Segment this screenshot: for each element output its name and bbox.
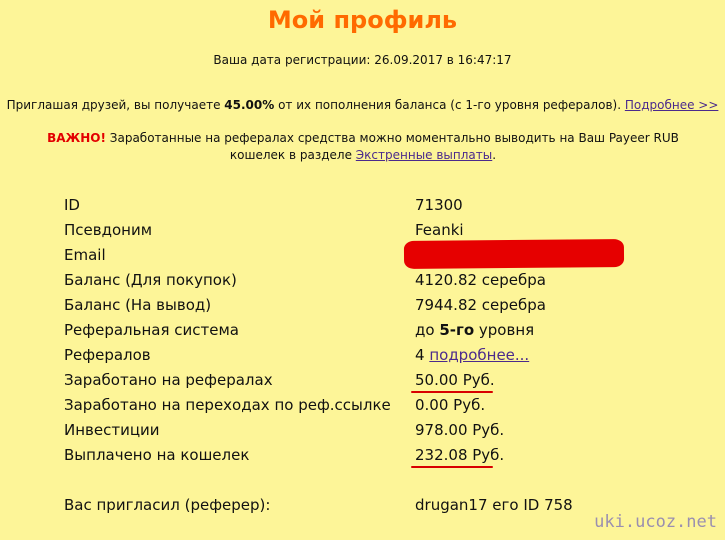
profile-row-balance-withdraw <box>64 293 684 318</box>
profile-row-earned-refs <box>64 368 684 393</box>
row-label: Рефералов <box>64 346 151 364</box>
registration-date: Ваша дата регистрации: 26.09.2017 в 16:47:17 <box>213 53 512 67</box>
profile-row-paid-out <box>64 443 684 468</box>
important-notice <box>18 130 708 164</box>
row-value: 71300 <box>415 196 463 214</box>
ref-level: 5-го <box>439 321 475 339</box>
row-label: Баланс (Для покупок) <box>64 271 237 289</box>
ref-suffix: уровня <box>474 321 535 339</box>
row-value: 7944.82 серебра <box>415 296 546 314</box>
profile-row-earned-clicks <box>64 393 684 418</box>
paid-out-underline-mark <box>411 466 493 468</box>
row-label: Email <box>64 246 106 264</box>
row-value: 50.00 Руб. <box>415 371 495 389</box>
important-label: ВАЖНО! <box>47 131 106 145</box>
invite-more-link[interactable]: Подробнее >> <box>624 98 719 112</box>
profile-row-balance-buy <box>64 268 684 293</box>
invite-text-before: Приглашая друзей, вы получаете <box>6 98 225 112</box>
row-label: Заработано на рефералах <box>64 371 273 389</box>
row-value: Feanki <box>415 221 464 239</box>
row-value: 4120.82 серебра <box>415 271 546 289</box>
row-value: 0.00 Руб. <box>415 396 486 414</box>
profile-row-id <box>64 193 684 218</box>
row-value: 232.08 Руб. <box>415 446 505 464</box>
site-watermark: uki.ucoz.net <box>594 512 717 532</box>
row-value: 978.00 Руб. <box>415 421 505 439</box>
invite-percent: 45.00% <box>224 98 275 112</box>
row-value <box>415 343 529 368</box>
important-suffix: . <box>492 148 497 162</box>
row-label: Вас пригласил (реферер): <box>64 496 271 514</box>
referrals-count: 4 <box>415 346 425 364</box>
profile-row-referrals <box>64 343 684 368</box>
row-label: Заработано на переходах по реф.ссылке <box>64 396 391 414</box>
profile-row-referrer <box>64 493 684 518</box>
row-label: ID <box>64 196 80 214</box>
row-label: Выплачено на кошелек <box>64 446 250 464</box>
email-redaction-mark <box>404 239 624 269</box>
ref-prefix: до <box>415 321 440 339</box>
row-value <box>415 318 534 343</box>
row-value: drugan17 его ID 758 <box>415 496 573 514</box>
emergency-payouts-link[interactable]: Экстренные выплаты <box>355 148 493 162</box>
profile-row-ref-system <box>64 318 684 343</box>
profile-row-investments <box>64 418 684 443</box>
referrals-details-link[interactable]: подробнее... <box>429 346 530 364</box>
page-title: Мой профиль <box>267 6 458 34</box>
important-text: Заработанные на рефералах средства можно моментально выводить на Ваш Payeer RUB кошелек в разделе <box>105 131 679 162</box>
invite-text-after: от их пополнения баланса (с 1-го уровня рефералов). <box>274 98 625 112</box>
row-label: Баланс (На вывод) <box>64 296 212 314</box>
row-label: Псевдоним <box>64 221 153 239</box>
row-label: Реферальная система <box>64 321 239 339</box>
row-label: Инвестиции <box>64 421 160 439</box>
invite-info <box>0 98 725 112</box>
